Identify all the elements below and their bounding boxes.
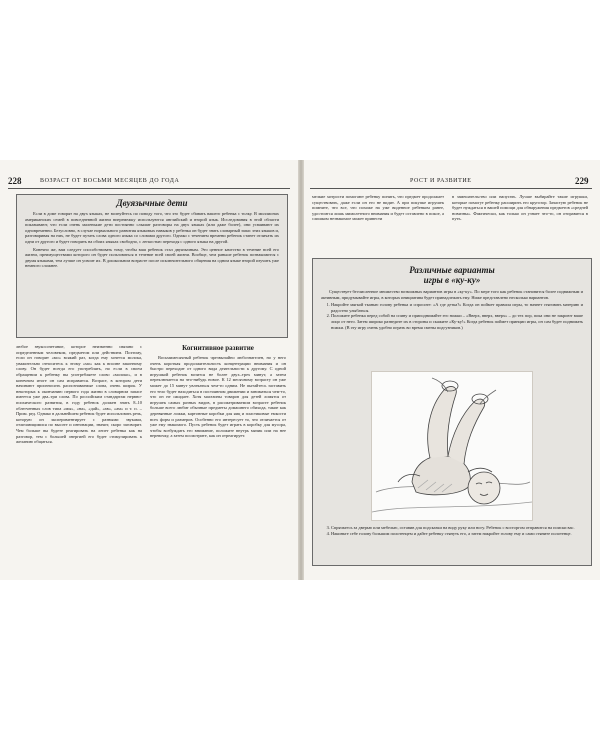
baby-illustration xyxy=(371,371,533,521)
peekaboo-title-line-1: Различные варианты xyxy=(409,265,495,275)
cognitive-text: Восьмимесячный ребенок чрезвычайно любознателен, но у него очень короткая продолжительность концентрации внимания и он быстро переходит от одного вида деятельности к другому. С одной игрушкой ребенок возится не более двух–трех минут, а затем переключается на что-нибудь новое. К 12 месячному возрасту он уже может до 15 минут увлекаться чем-то одним. Не пытайтесь заставить его тело будет находиться в постоянном движении и заниматься чем-то, что он не ожидает. Хотя магазины товаров для детей ломятся от игрушек самых разных видов, в рассматриваемом возрасте ребенок больше всего любит обычные предметы домашнего обихода, такие как деревянные ложки, картонные коробки для яиц и пластиковые емкости всех форм и размеров. Особенно его интересует то, что отличается от уже ему знакомого. Пусть ребенок будет играть в коробку для мусора, чтобы возбуждать его внимание, положите внутрь мячик или на нее веревочку, а затем посмотрите, как он отреагирует. xyxy=(150,355,286,439)
right-running-head: РОСТ И РАЗВИТИЕ xyxy=(410,178,472,184)
left-page-column-2 xyxy=(150,344,286,572)
right-header-rule xyxy=(310,188,592,189)
peekaboo-step-4: 4. Накиньте себе голову большим полотенцем и дайте ребенку стянуть его, а затем накройте голову ему и сами стяните полотенце. xyxy=(331,531,583,537)
right-page-number: 229 xyxy=(575,176,589,186)
right-top-right-text: в замешательство или напугать. Лучше выбирайте такие игрушки, которые помогут ребенку расширить его кругозор. Зачастую ребенок не будет нуждаться в вашей помощи для обнаружения предметов «средней новизны». Фактически, как только он узнает что-то, он отправится в путь. xyxy=(452,194,588,222)
peekaboo-box xyxy=(312,258,592,566)
left-column-text: любое звукосочетание, которое неизменно связано с определенным человеком, предметом или действием. Поэтому, если он говорит «мо» всякий раз, когда ему хочется молока, уважительно относитесь к этому «мо» как к вполне законному слову. Он будет всегда его употреблять, но если в своем обращении к ребенку вы употребляете слово «молоко», и в конечном итоге он сам исправится. Возраст, в котором дети начинают произносить распознаваемые слова, очень широк. У некоторых к окончанию первого года жизни в словарном запасе имеется уже два–три слова. По российским стандартам нервно-психического развития, в году ребенок должен знать 8–10 облегченных слов типа «мы», «на», «дай», «ав», «ам» и т. п. – Прим. ред. Однако в дальнейшем ребенок будет использовать речь, которую он экспериментирует с разными звуками, отличающимися по высоте и интонации, значит, скоро заговорит. Чем больше вы будете реагировать на лепет ребенка как на разговор, тем с большей энергией его будет стимулировать к желанию общаться. xyxy=(16,344,142,445)
right-top-column-2 xyxy=(452,194,588,254)
peekaboo-step-1: 1. Накройте мягкой тканью голову ребенка и спросите: «А где детка?» Когда он поймет правила игры, то начнет стягивать материю и радостно улыбаться. xyxy=(331,302,583,313)
peekaboo-steps-bottom xyxy=(321,525,583,536)
peekaboo-step-3: 3. Спрячьтесь за дверью или мебелью, оставив для подсказки на виду руку или ногу. Ребенок с восторгом отправится на поиски вас. xyxy=(331,525,583,531)
left-running-head: ВОЗРАСТ ОТ ВОСЬМИ МЕСЯЦЕВ ДО ГОДА xyxy=(40,178,180,184)
peekaboo-title-line-2: игры в «ку-ку» xyxy=(423,275,481,285)
book-gutter xyxy=(298,160,304,580)
left-header-rule xyxy=(8,188,290,189)
right-top-column-1 xyxy=(312,194,444,254)
bilingual-children-box xyxy=(16,194,288,338)
baby-feet-up-drawing xyxy=(372,372,532,520)
left-page-column-1 xyxy=(16,344,142,572)
cognitive-heading: Когнитивное развитие xyxy=(182,344,254,352)
right-top-left-text: мелкие хитрости помогают ребенку понять, что предмет продолжает существовать, даже если он его не видит. А при покупке игрушек помните, что все, что похоже на уже виденное ребенком ранее, удостоится лишь мимолетного внимания и будет оставлено в покое, а слишком незнакомое может привести xyxy=(312,194,444,222)
peekaboo-step-2: 2. Положите ребенка перед собой на спину и приподнимайте его ножки – «Вверх, вверх, вверх» – до тех пор, пока они не закроют ваше лицо от него. Затем широко разведите их в стороны и скажите «Ку-ку!» Когда ребенок поймет принцип игры, он сам будет поднимать ножки. (В эту игру очень удобно играть во время смены подгузников.) xyxy=(331,313,583,330)
left-page-number: 228 xyxy=(8,176,22,186)
peekaboo-intro: Существует бесчисленное множество возможных вариантов игры в «ку-ку». По мере того как ребенок становится более подвижным и активным, придумывайте игры, в которых инициатива будет принадлежать ему. Ниже представлено несколько вариантов. xyxy=(321,289,583,300)
bilingual-paragraph-2: Конечно же, вам следует способствовать тому, чтобы ваш ребенок стал двуязычным. Это ценное качество в течение всей его жизни, преимуществами которого он будет пользоваться в течение всей своей жизни. Вообще, чем раньше ребенок познакомится с двумя языками, тем лучше он усвоит их. В дошкольном возрасте после исключительного общения на одном языке второй изучить уже немного сложнее. xyxy=(25,246,279,269)
peekaboo-steps-bottom-wrap xyxy=(321,525,583,536)
bilingual-box-title: Двуязычные дети xyxy=(116,198,188,208)
bilingual-paragraph-1: Если в доме говорят на двух языках, не волнуйтесь по поводу того, что это будет сбивать вашего ребенка с толку. В миллионах американских семей в повседневной жизни вперемежку используются английский и второй язык. Исследования в этой области показывают, что если очень маленькие дети постоянно слышат разговоры на двух языках (или даже более), они усваивают их одновременно. Безусловно, в случае нормального развития языковых навыков у ребенка он будет знать словарный запас этих языков и, разговаривая на них, не будет путать слова одного языка со словами другого. Однако с течением времени ребенок станет отличать их одни от другого и будет говорить на обоих языках свободно, с легкостью переходя с одного языка на другой. xyxy=(25,211,279,244)
peekaboo-steps-top xyxy=(321,302,583,330)
